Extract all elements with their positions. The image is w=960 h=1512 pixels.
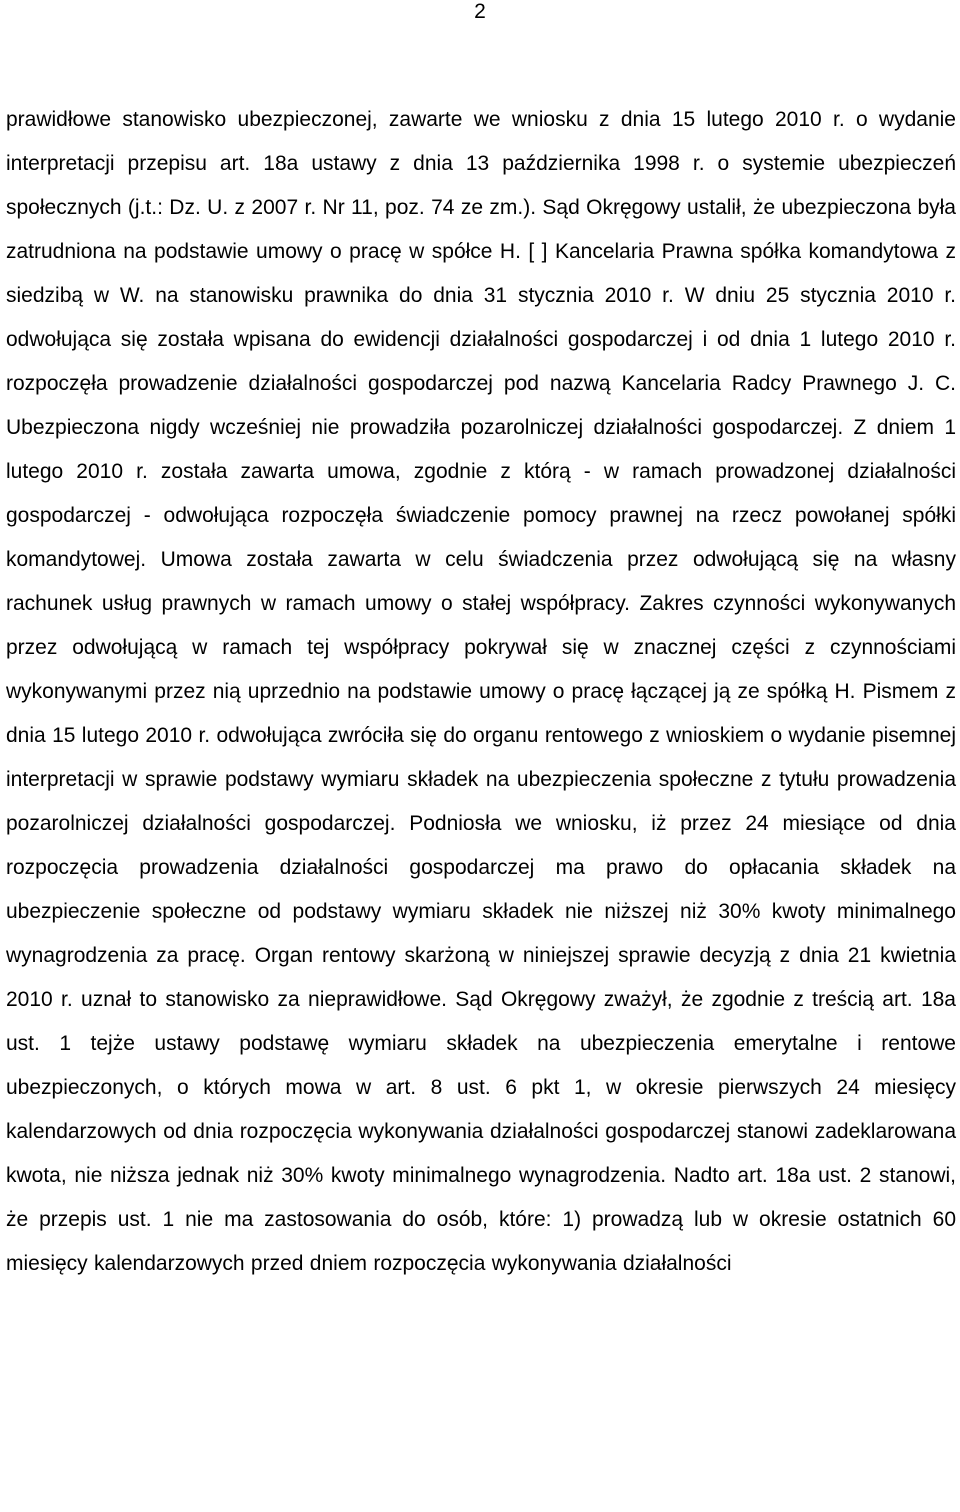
page-number: 2 — [474, 0, 486, 23]
body-paragraph: prawidłowe stanowisko ubezpieczonej, zawarte we wniosku z dnia 15 lutego 2010 r. o wydanie interpretacji przepisu art. 18a ustawy z dnia 13 października 1998 r. o systemie ubezpieczeń społecznych (j.t.: Dz. U. z 2007 r. Nr 11, poz. 74 ze zm.). Sąd Okręgowy ustalił, że ubezpieczona była zatrudniona na podstawie umowy o pracę w spółce H. [ ] Kancelaria Prawna spółka komandytowa z siedzibą w W. na stanowisku prawnika do dnia 31 stycznia 2010 r. W dniu 25 stycznia 2010 r. odwołująca się została wpisana do ewidencji działalności gospodarczej i od dnia 1 lutego 2010 r. rozpoczęła prowadzenie działalności gospodarczej pod nazwą Kancelaria Radcy Prawnego J. C. Ubezpieczona nigdy wcześniej nie prowadziła pozarolniczej działalności gospodarczej. Z dniem 1 lutego 2010 r. została zawarta umowa, zgodnie z którą - w ramach prowadzonej działalności gospodarczej - odwołująca rozpoczęła świadczenie pomocy prawnej na rzecz powołanej spółki komandytowej. Umowa została zawarta w celu świadczenia przez odwołującą się na własny rachunek usług prawnych w ramach umowy o stałej współpracy. Zakres czynności wykonywanych przez odwołującą w ramach tej współpracy pokrywał się w znacznej części z czynnościami wykonywanymi przez nią uprzednio na podstawie umowy o pracę łączącej ją ze spółką H. Pismem z dnia 15 lutego 2010 r. odwołująca zwróciła się do organu rentowego z wnioskiem o wydanie pisemnej interpretacji w sprawie podstawy wymiaru składek na ubezpieczenia społeczne z tytułu prowadzenia pozarolniczej działalności gospodarczej. Podniosła we wniosku, iż przez 24 miesiące od dnia rozpoczęcia prowadzenia działalności gospodarczej ma prawo do opłacania składek na ubezpieczenie społeczne od podstawy wymiaru składek nie niższej niż 30% kwoty minimalnego wynagrodzenia za pracę. Organ rentowy skarżoną w niniejszej sprawie decyzją z dnia 21 kwietnia 2010 r. uznał to stanowisko za nieprawidłowe. Sąd Okręgowy zważył, że zgodnie z treścią art. 18a ust. 1 tejże ustawy podstawę wymiaru składek na ubezpieczenia emerytalne i rentowe ubezpieczonych, o których mowa w art. 8 ust. 6 pkt 1, w okresie pierwszych 24 miesięcy kalendarzowych od dnia rozpoczęcia wykonywania działalności gospodarczej stanowi zadeklarowana kwota, nie niższa jednak niż 30% kwoty minimalnego wynagrodzenia. Nadto art. 18a ust. 2 stanowi, że przepis ust. 1 nie ma zastosowania do osób, które: 1) prowadzą lub w okresie ostatnich 60 miesięcy kalendarzowych przed dniem rozpoczęcia wykonywania działalności — [6, 108, 956, 1275]
